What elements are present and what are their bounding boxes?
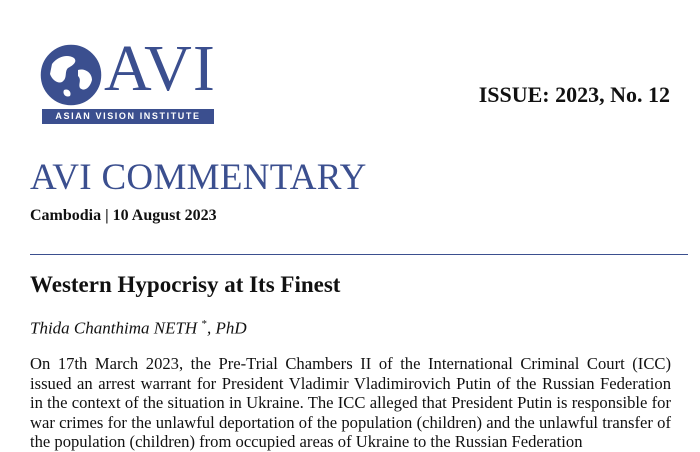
author-name: Thida Chanthima NETH — [30, 318, 198, 338]
article-title: Western Hypocrisy at Its Finest — [30, 272, 341, 297]
author-footnote-mark[interactable]: * — [201, 318, 207, 330]
globe-icon — [38, 42, 104, 108]
issue-number: ISSUE: 2023, No. 12 — [478, 82, 670, 107]
author-line — [30, 318, 247, 339]
series-title: AVI COMMENTARY — [30, 157, 367, 198]
avi-logo — [38, 32, 218, 124]
divider — [30, 254, 688, 255]
logo-wordmark: AVI — [104, 32, 216, 105]
article-paragraph: On 17th March 2023, the Pre-Trial Chambers II of the International Criminal Court (ICC) issued an arrest warrant for President Vladimir Vladimirovich Putin of the Russian Federation in the context of the situation in Ukraine. The ICC alleged that President Putin is responsible for war crimes for the unlawful deportation of the population (children) and the unlawful transfer of the population (children) from occupied areas of Ukraine to the Russian Federation — [30, 354, 671, 452]
author-degree: , PhD — [206, 318, 247, 338]
dateline: Cambodia | 10 August 2023 — [30, 207, 217, 224]
logo-subtitle: ASIAN VISION INSTITUTE — [42, 109, 214, 124]
